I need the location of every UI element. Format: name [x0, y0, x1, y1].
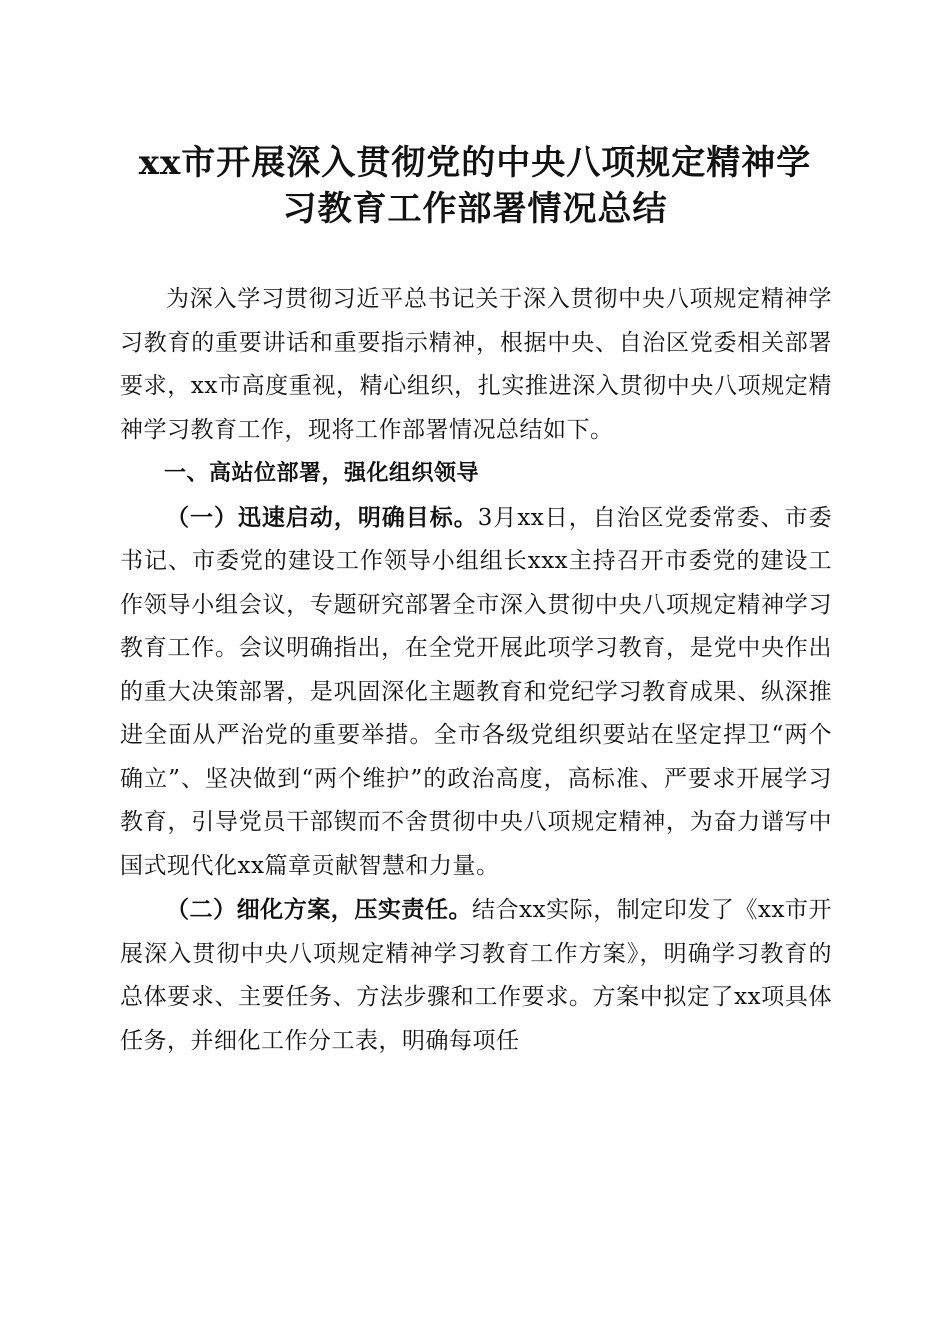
title-line-2: 习教育工作部署情况总结 — [282, 189, 668, 229]
subsection-2-lead: （二）细化方案，压实责任。 — [166, 896, 473, 923]
document-title — [90, 140, 860, 232]
section-heading-1: 一、高站位部署，强化组织领导 — [164, 461, 480, 486]
subsection-2-paragraph — [120, 888, 832, 1063]
title-line-1: xx市开展深入贯彻党的中央八项规定精神学 — [138, 143, 812, 183]
document-body — [120, 278, 832, 1063]
subsection-1-lead: （一）迅速启动，明确目标。 — [166, 503, 478, 531]
subsection-1-text: 3月xx日，自治区党委常委、市委书记、市委党的建设工作领导小组组长xxx主持召开市委党的建设工作领导小组会议，专题研究部署全市深入贯彻中央八项规定精神学习教育工作。会议明确指出，在全党开展此项学习教育，是党中央作出的重大决策部署，是巩固深化主题教育和党纪学习教育成果、纵深推进全面从严治党的重要举措。全市各级党组织要站在坚定捍卫“两个确立”、坚决做到“两个维护”的政治高度，高标准、严要求开展学习教育，引导党员干部锲而不舍贯彻中央八项规定精神，为奋力谱写中国式现代化xx篇章贡献智慧和力量。 — [120, 504, 833, 879]
intro-paragraph: 为深入学习贯彻习近平总书记关于深入贯彻中央八项规定精神学习教育的重要讲话和重要指示精神，根据中央、自治区党委相关部署要求，xx市高度重视，精心组织，扎实推进深入贯彻中央八项规定精神学习教育工作，现将工作部署情况总结如下。 — [120, 286, 832, 443]
subsection-2-text: 结合xx实际，制定印发了《xx市开展深入贯彻中央八项规定精神学习教育工作方案》，明确学习教育的总体要求、主要任务、方法步骤和工作要求。方案中拟定了xx项具体任务，并细化工作分工表，明确每项任 — [120, 897, 833, 1054]
subsection-1-paragraph — [120, 496, 832, 889]
